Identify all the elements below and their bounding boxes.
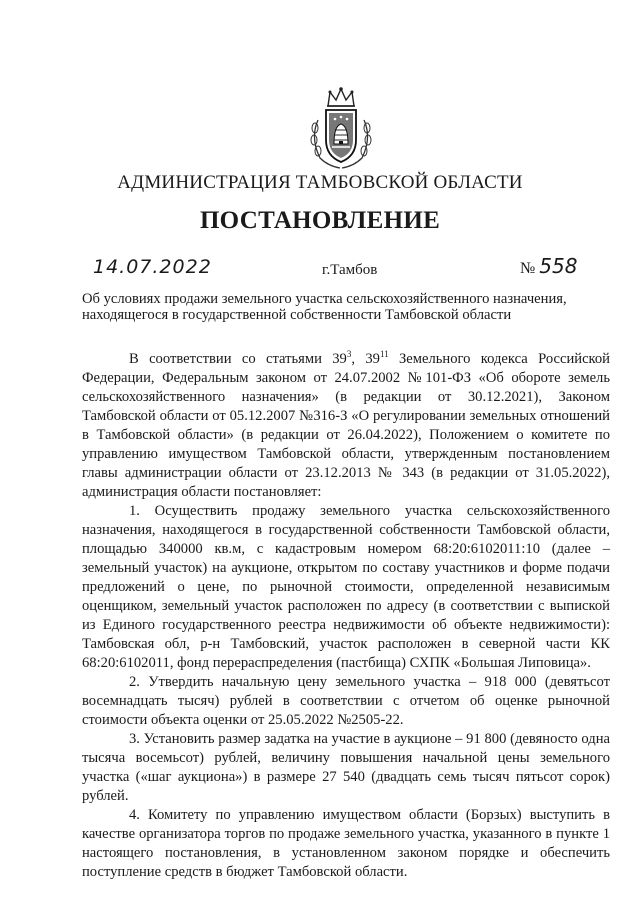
clause-1: 1. Осуществить продажу земельного участка сельскохозяйственного назначения, находящегося в государственной собственности Тамбовской области, площадью 340000 кв.м, с кадастровым номером 68:20:6102011:10 (далее – земельный участок) на аукционе, открытом по составу участников и форме подачи предложений о цене, по рыночной стоимости, определенной независимым оценщиком, земельный участок расположен по адресу (в соответствии с выпиской из Единого государственного реестра недвижимости об объекте недвижимости): Тамбовская обл, р-н Тамбовский, участок расположен в северной части КК 68:20:6102011, фонд перераспределения (пастбища) СХПК «Большая Липовица». <box>82 503 610 671</box>
superscript: 11 <box>379 349 389 360</box>
clause-4: 4. Комитету по управлению имуществом области (Борзых) выступить в качестве организатора торгов по продаже земельного участка, указанного в пункте 1 настоящего постановления, в установленном законом порядке и обеспечить поступление средств в бюджет Тамбовской области. <box>82 807 610 880</box>
preamble-text: В соответствии со статьями 39 <box>129 351 347 367</box>
handwritten-number: 558 <box>539 254 578 278</box>
superscript: 3 <box>346 349 352 360</box>
document-number <box>520 254 577 278</box>
subject-line: Об условиях продажи земельного участка сельскохозяйственного назначения, <box>82 291 567 307</box>
issue-city: г.Тамбов <box>322 262 378 278</box>
number-sign: № <box>520 260 536 277</box>
clause-2: 2. Утвердить начальную цену земельного участка – 918 000 (девятьсот восемнадцать тысяч) рублей в соответствии с отчетом об оценке рыночной стоимости объекта оценки от 25.05.2022 №2505-22. <box>82 674 610 728</box>
issuing-authority: АДМИНИСТРАЦИЯ ТАМБОВСКОЙ ОБЛАСТИ <box>117 172 523 193</box>
subject-line: находящегося в государственной собственности Тамбовской области <box>82 307 512 323</box>
preamble-text: Земельного кодекса Российской Федерации, Федеральным законом от 24.07.2002 №101-ФЗ «Об обороте земель сельскохозяйственного назначения» (в редакции от 30.12.2021), Законом Тамбовской области от 05.12.2007 №316-З «О регулировании земельных отношений в Тамбовской области» (в редакции от 26.04.2022), Положением о комитете по управлению имуществом Тамбовской области, утвержденным постановлением главы администрации области от 23.12.2013 № 343 (в редакции от 31.05.2022), администрация области постановляет: <box>82 351 610 500</box>
document-subject <box>82 291 622 323</box>
clause-3: 3. Установить размер задатка на участие в аукционе – 91 800 (девяносто одна тысяча восемьсот) рублей, величину повышения начальной цены земельного участка («шаг аукциона») в размере 27 540 (двадцать семь тысяч пятьсот сорок) рублей. <box>82 731 610 804</box>
document-body <box>82 350 610 882</box>
preamble-paragraph <box>82 350 610 502</box>
document-type-title: ПОСТАНОВЛЕНИЕ <box>199 207 441 234</box>
preamble-text: , 39 <box>351 351 380 367</box>
handwritten-date: 14.07.2022 <box>93 256 212 278</box>
coat-of-arms-emblem <box>304 86 378 172</box>
